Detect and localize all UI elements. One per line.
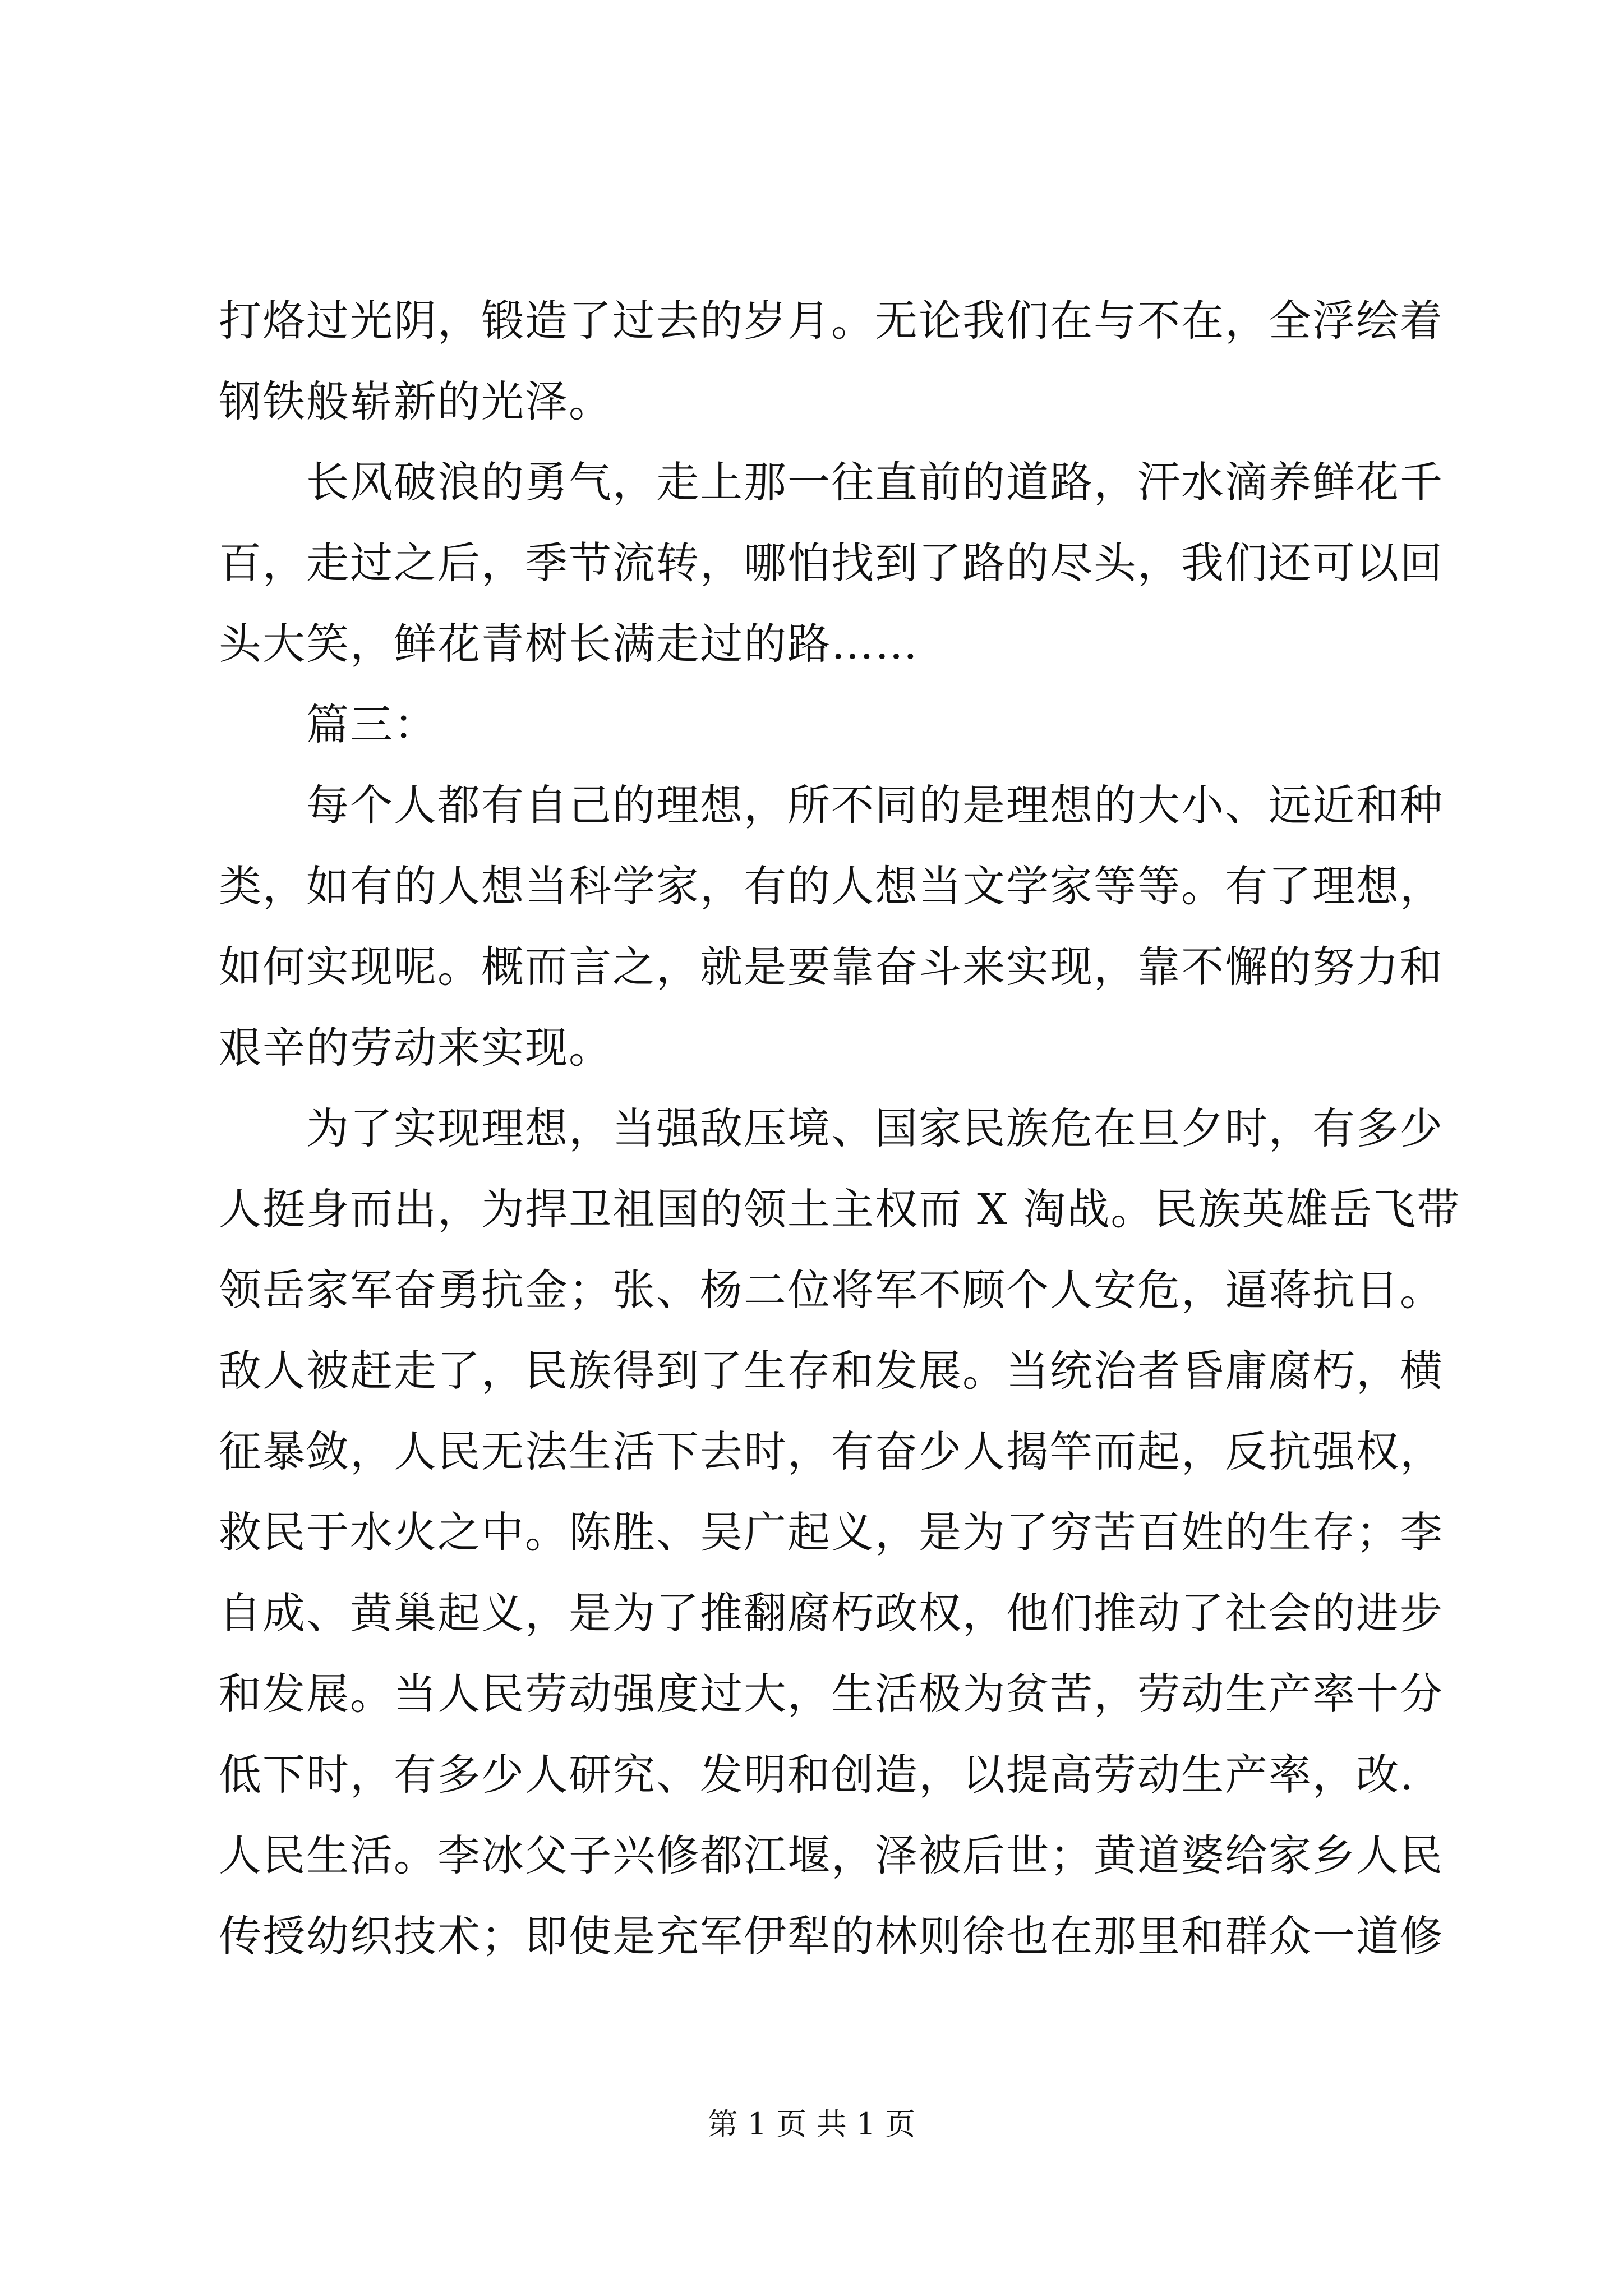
text-line: 每个人都有自己的理想，所不同的是理想的大小、远近和种 bbox=[306, 780, 1444, 830]
document-body bbox=[219, 292, 1461, 1988]
text-line: 传授幼织技术；即使是充军伊犁的林则徐也在那里和群众一道修 bbox=[219, 1911, 1444, 1961]
text-line: 如何实现呢。概而言之，就是要靠奋斗来实现，靠不懈的努力和 bbox=[219, 942, 1444, 992]
text-line: 和发展。当人民劳动强度过大，生活极为贫苦，劳动生产率十分 bbox=[219, 1669, 1444, 1719]
text-line: 敌人被赶走了，民族得到了生存和发展。当统治者昏庸腐朽，横 bbox=[219, 1346, 1444, 1396]
text-line: 艰辛的劳动来实现。 bbox=[219, 1023, 612, 1073]
text-line: 人民生活。李冰父子兴修都江堰，泽被后世；黄道婆给家乡人民 bbox=[219, 1830, 1444, 1880]
text-line: 打烙过光阴，锻造了过去的岁月。无论我们在与不在，全浮绘着 bbox=[219, 296, 1444, 346]
text-line: 征暴敛，人民无法生活下去时，有奋少人揭竿而起，反抗强权， bbox=[219, 1427, 1444, 1476]
text-line: 头大笑，鲜花青树长满走过的路…… bbox=[219, 619, 919, 669]
text-line: 低下时，有多少人研究、发明和创造，以提高劳动生产率，改. bbox=[219, 1750, 1415, 1800]
text-line: 人挺身而出，为捍卫祖国的领土主权而 X 淘战。民族英雄岳飞带 bbox=[219, 1184, 1461, 1234]
text-line: 领岳家军奋勇抗金；张、杨二位将军不顾个人安危，逼蒋抗日。 bbox=[219, 1265, 1444, 1315]
text-line: 为了实现理想，当强敌压境、国家民族危在旦夕时，有多少 bbox=[306, 1103, 1444, 1153]
text-line: 钢铁般崭新的光泽。 bbox=[219, 376, 612, 426]
text-line: 长风破浪的勇气，走上那一往直前的道路，汗水滴养鲜花千 bbox=[306, 457, 1444, 507]
text-line: 类，如有的人想当科学家，有的人想当文学家等等。有了理想， bbox=[219, 861, 1444, 911]
text-line: 救民于水火之中。陈胜、吴广起义，是为了穷苦百姓的生存；李 bbox=[219, 1507, 1444, 1557]
text-line: 百，走过之后，季节流转，哪怕找到了路的尽头，我们还可以回 bbox=[219, 538, 1444, 588]
section-heading: 篇三： bbox=[306, 700, 437, 749]
page-number-footer: 第 1 页 共 1 页 bbox=[707, 2106, 916, 2142]
text-line: 自成、黄巢起义，是为了推翻腐朽政权，他们推动了社会的进步 bbox=[219, 1588, 1444, 1638]
